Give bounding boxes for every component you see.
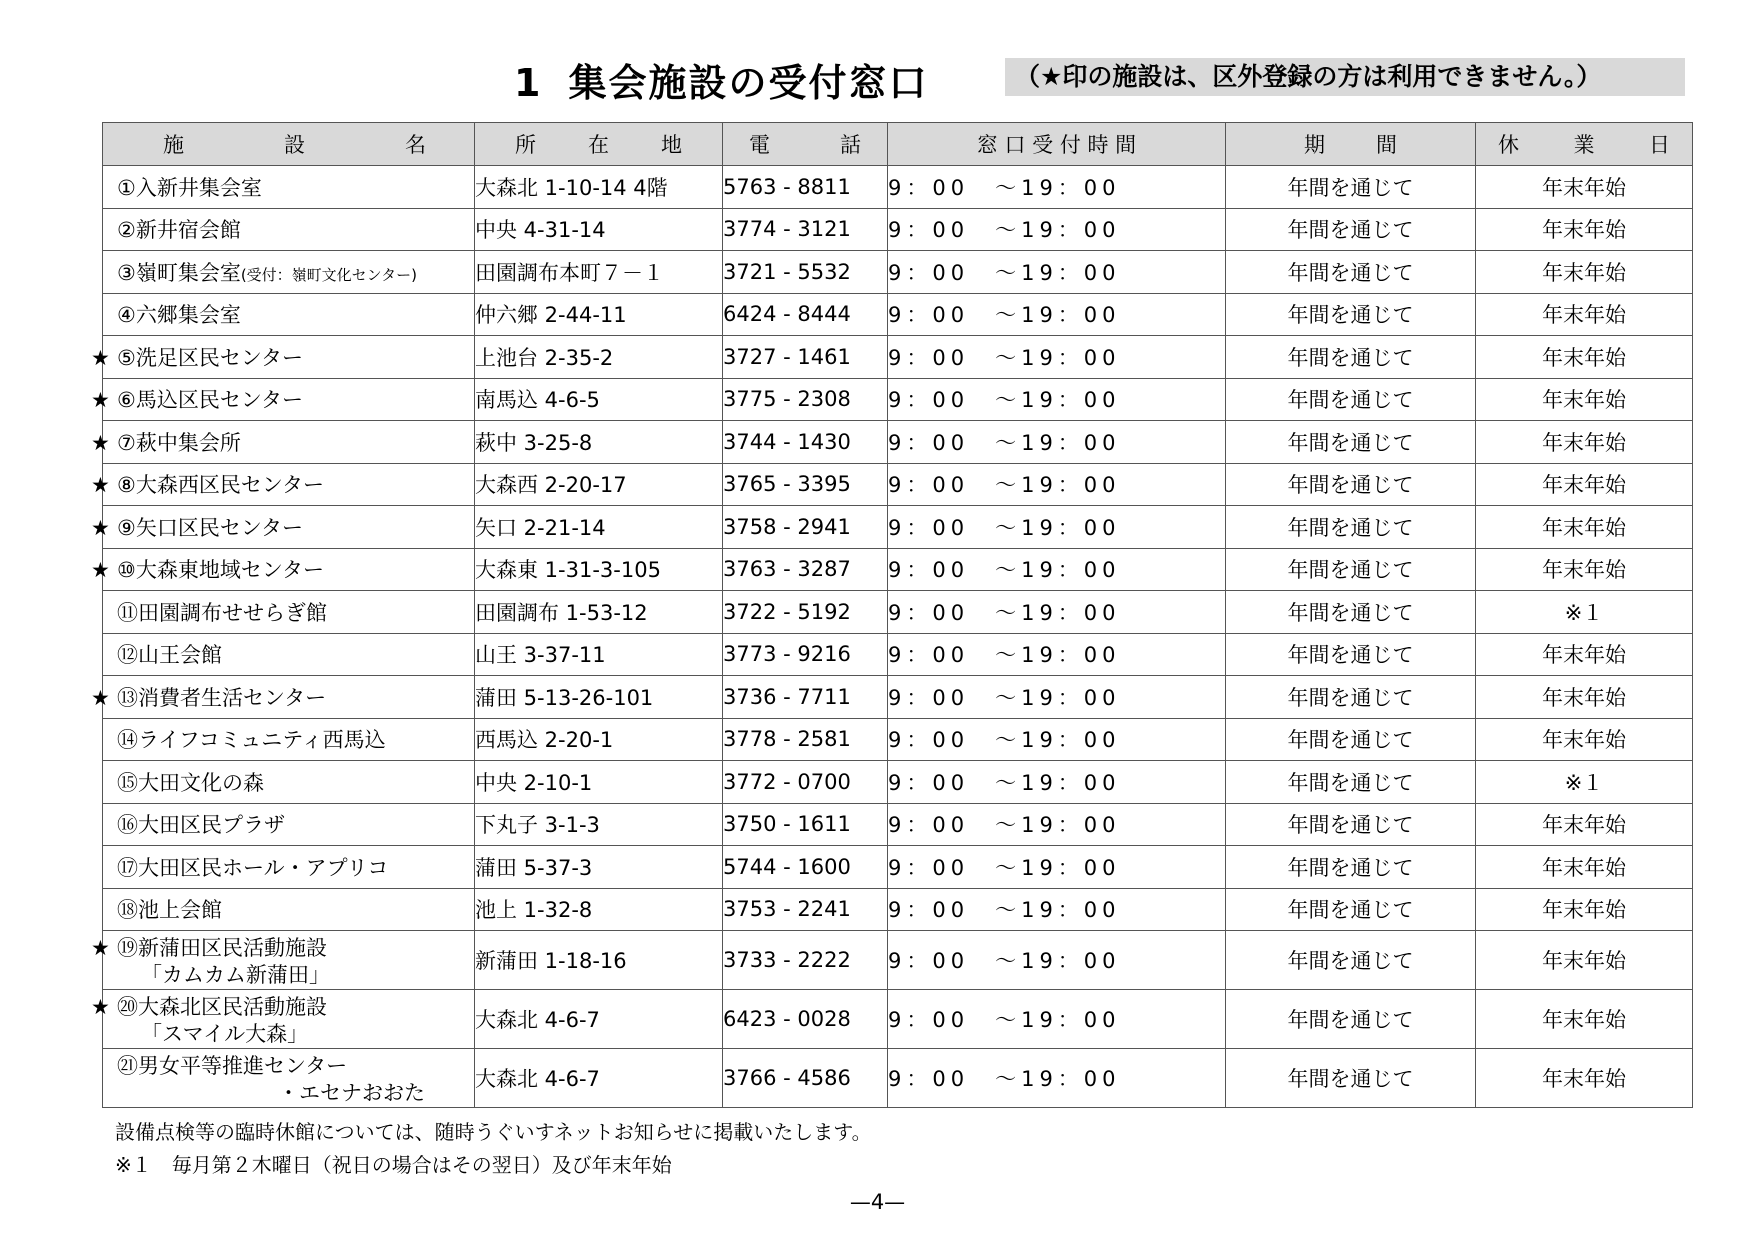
phone-cell: 3733 - 2222 bbox=[723, 931, 888, 990]
table-row bbox=[103, 421, 1693, 464]
phone-cell: 3763 - 3287 bbox=[723, 548, 888, 591]
hours-cell: 9：00 ～19：00 bbox=[888, 888, 1226, 931]
facility-name: ⑤洗足区民センター bbox=[117, 345, 303, 370]
facility-name: ⑪田園調布せせらぎ館 bbox=[117, 600, 327, 625]
phone-cell: 5763 - 8811 bbox=[723, 166, 888, 209]
hours-cell: 9：00 ～19：00 bbox=[888, 990, 1226, 1049]
closed-cell: 年末年始 bbox=[1476, 931, 1693, 990]
hours-cell: 9：00 ～19：00 bbox=[888, 421, 1226, 464]
table-row bbox=[103, 378, 1693, 421]
header-closed: 休 業 日 bbox=[1476, 123, 1693, 166]
phone-cell: 3727 - 1461 bbox=[723, 336, 888, 379]
closed-cell: 年末年始 bbox=[1476, 293, 1693, 336]
closed-cell: 年末年始 bbox=[1476, 421, 1693, 464]
table-row bbox=[103, 718, 1693, 761]
facility-name-cell bbox=[91, 506, 475, 549]
hours-cell: 9：00 ～19：00 bbox=[888, 251, 1226, 294]
facility-name-cell bbox=[91, 378, 475, 421]
period-cell: 年間を通じて bbox=[1226, 803, 1476, 846]
facility-name-cell bbox=[103, 591, 475, 634]
address-cell: 萩中 3-25-8 bbox=[475, 421, 723, 464]
address-cell: 下丸子 3-1-3 bbox=[475, 803, 723, 846]
facility-name: ⑮大田文化の森 bbox=[117, 770, 264, 795]
closed-cell: 年末年始 bbox=[1476, 208, 1693, 251]
hours-cell: 9：00 ～19：00 bbox=[888, 676, 1226, 719]
facility-name: ⑭ライフコミュニティ西馬込 bbox=[117, 728, 386, 753]
facility-name: ⑩大森東地域センター bbox=[117, 558, 324, 583]
header-hours: 窓 口 受 付 時 間 bbox=[888, 123, 1226, 166]
header-period: 期 間 bbox=[1226, 123, 1476, 166]
star-mark: ★ bbox=[91, 685, 110, 710]
table-row bbox=[103, 548, 1693, 591]
closed-cell: 年末年始 bbox=[1476, 633, 1693, 676]
facility-name-line2: 「カムカム新蒲田」 bbox=[141, 963, 330, 987]
table-row bbox=[103, 1049, 1693, 1108]
star-mark: ★ bbox=[91, 936, 110, 960]
address-cell: 中央 2-10-1 bbox=[475, 761, 723, 804]
period-cell: 年間を通じて bbox=[1226, 990, 1476, 1049]
footnotes bbox=[115, 1116, 872, 1182]
facility-name: ③嶺町集会室 bbox=[117, 260, 241, 285]
closed-cell: 年末年始 bbox=[1476, 676, 1693, 719]
closed-cell: 年末年始 bbox=[1476, 166, 1693, 209]
hours-cell: 9：00 ～19：00 bbox=[888, 293, 1226, 336]
period-cell: 年間を通じて bbox=[1226, 421, 1476, 464]
title-text: 集会施設の受付窓口 bbox=[568, 61, 929, 105]
phone-cell: 5744 - 1600 bbox=[723, 846, 888, 889]
closed-cell: 年末年始 bbox=[1476, 548, 1693, 591]
hours-cell: 9：00 ～19：00 bbox=[888, 718, 1226, 761]
phone-cell: 3775 - 2308 bbox=[723, 378, 888, 421]
table-row bbox=[103, 208, 1693, 251]
facility-table bbox=[91, 122, 1693, 1108]
page-title bbox=[514, 52, 928, 107]
phone-cell: 6424 - 8444 bbox=[723, 293, 888, 336]
hours-cell: 9：00 ～19：00 bbox=[888, 463, 1226, 506]
facility-name-cell bbox=[103, 718, 475, 761]
address-cell: 大森北 4-6-7 bbox=[475, 1049, 723, 1108]
star-mark: ★ bbox=[91, 388, 110, 413]
period-cell: 年間を通じて bbox=[1226, 293, 1476, 336]
closed-cell: 年末年始 bbox=[1476, 506, 1693, 549]
address-cell: 池上 1-32-8 bbox=[475, 888, 723, 931]
period-cell: 年間を通じて bbox=[1226, 506, 1476, 549]
address-cell: 新蒲田 1-18-16 bbox=[475, 931, 723, 990]
hours-cell: 9：00 ～19：00 bbox=[888, 1049, 1226, 1108]
facility-name-cell bbox=[91, 336, 475, 379]
table-row bbox=[103, 761, 1693, 804]
address-cell: 仲六郷 2-44-11 bbox=[475, 293, 723, 336]
closed-cell: 年末年始 bbox=[1476, 378, 1693, 421]
hours-cell: 9：00 ～19：00 bbox=[888, 336, 1226, 379]
phone-cell: 3758 - 2941 bbox=[723, 506, 888, 549]
facility-name: ⑨矢口区民センター bbox=[117, 515, 303, 540]
facility-name-cell bbox=[103, 1049, 475, 1108]
closed-cell: 年末年始 bbox=[1476, 803, 1693, 846]
address-cell: 山王 3-37-11 bbox=[475, 633, 723, 676]
page-number: —4— bbox=[849, 1190, 906, 1214]
period-cell: 年間を通じて bbox=[1226, 761, 1476, 804]
facility-name: ⑱池上会館 bbox=[117, 898, 222, 923]
facility-name-cell bbox=[103, 888, 475, 931]
hours-cell: 9：00 ～19：00 bbox=[888, 208, 1226, 251]
address-cell: 大森東 1-31-3-105 bbox=[475, 548, 723, 591]
facility-name-cell bbox=[91, 463, 475, 506]
facility-name-note: (受付：嶺町文化センター) bbox=[240, 265, 417, 284]
star-mark: ★ bbox=[91, 430, 110, 455]
facility-name: ⑲新蒲田区民活動施設 bbox=[117, 936, 327, 960]
header-address: 所 在 地 bbox=[475, 123, 723, 166]
facility-name: ⑥馬込区民センター bbox=[117, 388, 303, 413]
address-cell: 上池台 2-35-2 bbox=[475, 336, 723, 379]
facility-name: ⑰大田区民ホール・アプリコ bbox=[117, 855, 389, 880]
closed-cell: 年末年始 bbox=[1476, 888, 1693, 931]
facility-name-line2: 「スマイル大森」 bbox=[141, 1022, 309, 1046]
table-row bbox=[103, 293, 1693, 336]
star-mark: ★ bbox=[91, 473, 110, 498]
star-mark: ★ bbox=[91, 515, 110, 540]
table-row bbox=[103, 633, 1693, 676]
facility-name: ②新井宿会館 bbox=[117, 218, 241, 243]
period-cell: 年間を通じて bbox=[1226, 931, 1476, 990]
closed-cell: 年末年始 bbox=[1476, 718, 1693, 761]
phone-cell: 3773 - 9216 bbox=[723, 633, 888, 676]
facility-name: ⑫山王会館 bbox=[117, 643, 222, 668]
facility-name: ⑳大森北区民活動施設 bbox=[117, 995, 327, 1019]
address-cell: 矢口 2-21-14 bbox=[475, 506, 723, 549]
period-cell: 年間を通じて bbox=[1226, 1049, 1476, 1108]
hours-cell: 9：00 ～19：00 bbox=[888, 378, 1226, 421]
facility-name-cell bbox=[91, 548, 475, 591]
hours-cell: 9：00 ～19：00 bbox=[888, 931, 1226, 990]
table-row bbox=[103, 676, 1693, 719]
table-row bbox=[103, 251, 1693, 294]
phone-cell: 3772 - 0700 bbox=[723, 761, 888, 804]
phone-cell: 3765 - 3395 bbox=[723, 463, 888, 506]
facility-name-cell bbox=[91, 931, 475, 990]
closed-cell: 年末年始 bbox=[1476, 463, 1693, 506]
phone-cell: 3721 - 5532 bbox=[723, 251, 888, 294]
hours-cell: 9：00 ～19：00 bbox=[888, 761, 1226, 804]
star-note: （★印の施設は、区外登録の方は利用できません。） bbox=[1005, 58, 1685, 96]
phone-cell: 3753 - 2241 bbox=[723, 888, 888, 931]
facility-name-cell bbox=[103, 293, 475, 336]
table-row bbox=[103, 846, 1693, 889]
hours-cell: 9：00 ～19：00 bbox=[888, 548, 1226, 591]
table-row bbox=[103, 803, 1693, 846]
star-mark: ★ bbox=[91, 345, 110, 370]
facility-name-cell bbox=[103, 208, 475, 251]
header-name: 施 設 名 bbox=[103, 123, 475, 166]
facility-name-line2: ・エセナおおた bbox=[278, 1081, 425, 1105]
facility-name-cell bbox=[91, 676, 475, 719]
period-cell: 年間を通じて bbox=[1226, 718, 1476, 761]
hours-cell: 9：00 ～19：00 bbox=[888, 506, 1226, 549]
phone-cell: 3778 - 2581 bbox=[723, 718, 888, 761]
closed-cell: 年末年始 bbox=[1476, 251, 1693, 294]
facility-name: ①入新井集会室 bbox=[117, 175, 262, 200]
table-row bbox=[103, 506, 1693, 549]
table-row bbox=[103, 888, 1693, 931]
address-cell: 蒲田 5-37-3 bbox=[475, 846, 723, 889]
phone-cell: 3750 - 1611 bbox=[723, 803, 888, 846]
table-row bbox=[103, 931, 1693, 990]
period-cell: 年間を通じて bbox=[1226, 166, 1476, 209]
period-cell: 年間を通じて bbox=[1226, 463, 1476, 506]
facility-name: ⑯大田区民プラザ bbox=[117, 813, 285, 838]
phone-cell: 3774 - 3121 bbox=[723, 208, 888, 251]
phone-cell: 3722 - 5192 bbox=[723, 591, 888, 634]
address-cell: 田園調布本町７－１ bbox=[475, 251, 723, 294]
address-cell: 大森北 1-10-14 4階 bbox=[475, 166, 723, 209]
header-phone: 電 話 bbox=[723, 123, 888, 166]
facility-name: ⑬消費者生活センター bbox=[117, 685, 327, 710]
phone-cell: 3744 - 1430 bbox=[723, 421, 888, 464]
title-number: 1 bbox=[514, 61, 543, 105]
footnote-1: 設備点検等の臨時休館については、随時うぐいすネットお知らせに掲載いたします。 bbox=[115, 1120, 872, 1144]
phone-cell: 6423 - 0028 bbox=[723, 990, 888, 1049]
facility-name-cell bbox=[103, 251, 475, 294]
period-cell: 年間を通じて bbox=[1226, 846, 1476, 889]
closed-cell: 年末年始 bbox=[1476, 990, 1693, 1049]
table-row bbox=[103, 166, 1693, 209]
closed-cell: ※１ bbox=[1476, 761, 1693, 804]
hours-cell: 9：00 ～19：00 bbox=[888, 803, 1226, 846]
address-cell: 蒲田 5-13-26-101 bbox=[475, 676, 723, 719]
period-cell: 年間を通じて bbox=[1226, 676, 1476, 719]
address-cell: 中央 4-31-14 bbox=[475, 208, 723, 251]
address-cell: 大森西 2-20-17 bbox=[475, 463, 723, 506]
facility-name-cell bbox=[91, 990, 475, 1049]
facility-name: ⑦萩中集会所 bbox=[117, 430, 241, 455]
facility-name: ㉑男女平等推進センター bbox=[117, 1054, 348, 1078]
facility-name-cell bbox=[103, 846, 475, 889]
facility-name-cell bbox=[91, 421, 475, 464]
table-row bbox=[103, 336, 1693, 379]
hours-cell: 9：00 ～19：00 bbox=[888, 633, 1226, 676]
facility-name-cell bbox=[103, 633, 475, 676]
period-cell: 年間を通じて bbox=[1226, 336, 1476, 379]
address-cell: 田園調布 1-53-12 bbox=[475, 591, 723, 634]
phone-cell: 3736 - 7711 bbox=[723, 676, 888, 719]
facility-name-cell bbox=[103, 803, 475, 846]
table-row bbox=[103, 591, 1693, 634]
address-cell: 大森北 4-6-7 bbox=[475, 990, 723, 1049]
period-cell: 年間を通じて bbox=[1226, 633, 1476, 676]
hours-cell: 9：00 ～19：00 bbox=[888, 591, 1226, 634]
facility-name: ⑧大森西区民センター bbox=[117, 473, 324, 498]
period-cell: 年間を通じて bbox=[1226, 378, 1476, 421]
period-cell: 年間を通じて bbox=[1226, 251, 1476, 294]
table-header-row bbox=[103, 123, 1693, 166]
star-mark: ★ bbox=[91, 558, 110, 583]
phone-cell: 3766 - 4586 bbox=[723, 1049, 888, 1108]
facility-name-cell bbox=[103, 761, 475, 804]
period-cell: 年間を通じて bbox=[1226, 591, 1476, 634]
facility-name: ④六郷集会室 bbox=[117, 303, 241, 328]
closed-cell: ※１ bbox=[1476, 591, 1693, 634]
closed-cell: 年末年始 bbox=[1476, 336, 1693, 379]
table-row bbox=[103, 463, 1693, 506]
period-cell: 年間を通じて bbox=[1226, 548, 1476, 591]
closed-cell: 年末年始 bbox=[1476, 1049, 1693, 1108]
period-cell: 年間を通じて bbox=[1226, 888, 1476, 931]
star-mark: ★ bbox=[91, 995, 110, 1019]
closed-cell: 年末年始 bbox=[1476, 846, 1693, 889]
hours-cell: 9：00 ～19：00 bbox=[888, 166, 1226, 209]
hours-cell: 9：00 ～19：00 bbox=[888, 846, 1226, 889]
facility-name-cell bbox=[103, 166, 475, 209]
address-cell: 西馬込 2-20-1 bbox=[475, 718, 723, 761]
period-cell: 年間を通じて bbox=[1226, 208, 1476, 251]
footnote-2: ※１ 毎月第２木曜日（祝日の場合はその翌日）及び年末年始 bbox=[115, 1153, 672, 1177]
table-row bbox=[103, 990, 1693, 1049]
address-cell: 南馬込 4-6-5 bbox=[475, 378, 723, 421]
